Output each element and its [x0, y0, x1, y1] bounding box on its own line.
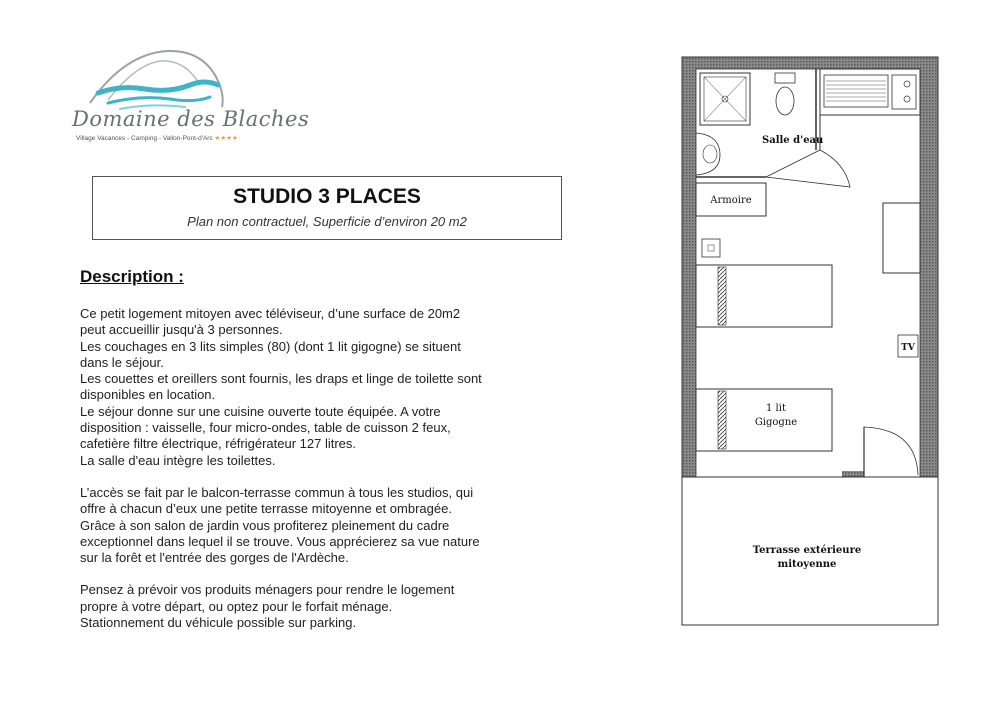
description-heading: Description : [80, 267, 184, 286]
label-bed-line1: 1 lit [766, 403, 786, 414]
hob-icon [892, 75, 916, 109]
right-wall [920, 57, 938, 477]
bathroom-door [766, 150, 850, 187]
logo-wordmark: Domaine des Blaches [72, 107, 310, 131]
entrance-door [864, 427, 918, 477]
label-bathroom: Salle d'eau [762, 135, 824, 146]
description-paragraph: Ce petit logement mitoyen avec téléviseur, d’une surface de 20m2 peut accueillir jusqu'à 3 personnes. Les couchages en 3 lits simples (80) (dont 1 lit gigogne) se situent dans le séjour. Les couettes et oreillers sont fournis, les draps et linge de toilette sont disponibles en location. Le séjour donne sur une cuisine ouverte toute équipée. A votre disposition : vaisselle, four micro-ondes, table de cuisson 2 feux, cafetière filtre électrique, réfrigérateur 127 litres. La salle d'eau intègre les toilettes. [80, 306, 482, 468]
bed-single [696, 265, 832, 327]
domaine-logo [50, 45, 310, 155]
sink-icon [696, 133, 720, 175]
floor-plan [680, 55, 940, 630]
description-body [80, 306, 550, 647]
side-unit [883, 203, 920, 273]
label-terrace-line1: Terrasse extérieure [752, 545, 862, 556]
threshold [842, 471, 864, 477]
top-wall [682, 57, 938, 69]
logo-tagline-text: Village Vacances - Camping - Vallon-Pont-d'Arc [76, 135, 213, 142]
page-subtitle: Plan non contractuel, Superficie d’environ 20 m2 [187, 214, 467, 229]
title-box [92, 176, 562, 240]
kitchen-counter [820, 69, 920, 115]
left-wall [682, 57, 696, 477]
label-wardrobe: Armoire [710, 195, 752, 206]
bedside-table [702, 239, 720, 257]
label-tv: TV [901, 343, 915, 353]
toilet-icon [775, 73, 795, 83]
description-paragraph: L’accès se fait par le balcon-terrasse commun à tous les studios, qui offre à chacun d’eux une petite terrasse mitoyenne et ombragée. Grâce à son salon de jardin vous profiterez pleinement du cadre exceptionnel dans lequel il se trouve. Vous apprécierez sa vue nature sur la forêt et l'entrée des gorges de l'Ardèche. [80, 484, 480, 566]
description-paragraph: Pensez à prévoir vos produits ménagers pour rendre le logement propre à votre départ, ou optez pour le forfait ménage. Stationnement du véhicule possible sur parking. [80, 582, 455, 631]
logo-stars: ★★★★ [214, 135, 238, 142]
label-terrace-line2: mitoyenne [777, 559, 837, 570]
label-bed-line2: Gigogne [754, 417, 798, 428]
page-title: STUDIO 3 PLACES [233, 185, 421, 208]
logo-tagline [76, 134, 238, 142]
